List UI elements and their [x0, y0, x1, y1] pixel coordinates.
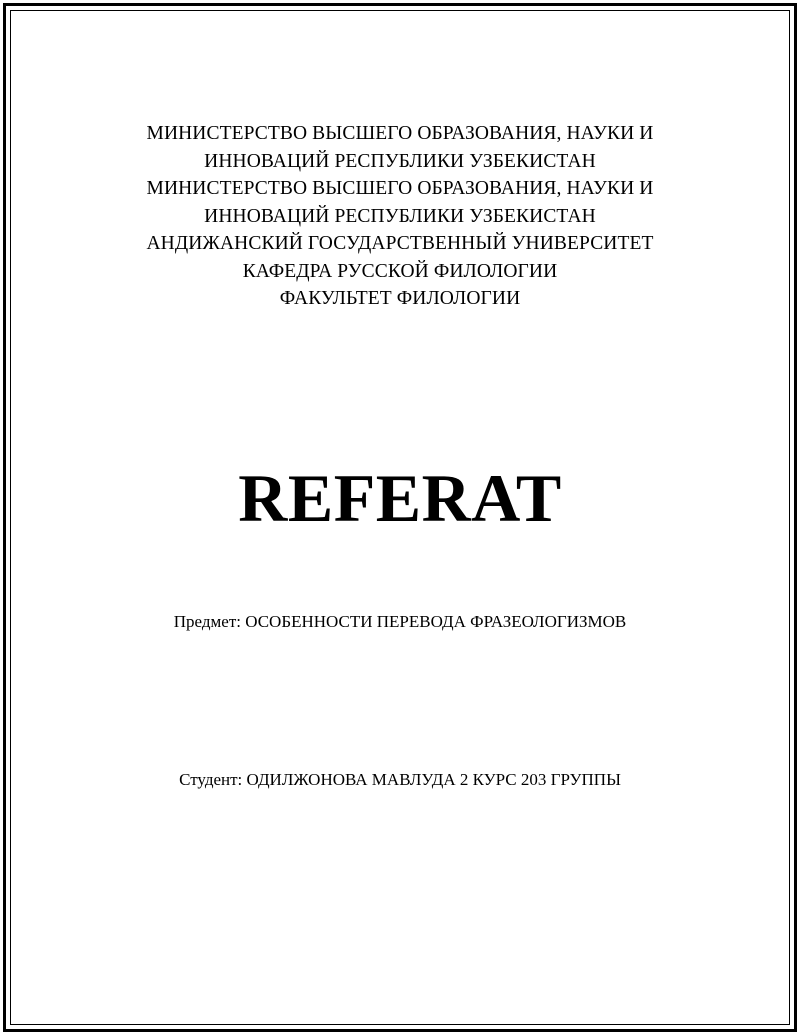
student-value: ОДИЛЖОНОВА МАВЛУДА 2 КУРС 203 ГРУППЫ	[246, 770, 621, 789]
subject-line	[0, 610, 800, 634]
header-line-faculty: ФАКУЛЬТЕТ ФИЛОЛОГИИ	[279, 288, 521, 309]
institution-header	[0, 120, 800, 313]
student-line	[0, 768, 800, 792]
header-line-ministry-2: МИНИСТЕРСТВО ВЫСШЕГО ОБРАЗОВАНИЯ, НАУКИ И	[146, 178, 654, 199]
document-title: REFERAT	[238, 460, 562, 536]
header-line-university: АНДИЖАНСКИЙ ГОСУДАРСТВЕННЫЙ УНИВЕРСИТЕТ	[146, 233, 654, 254]
header-line-ministry-1: МИНИСТЕРСТВО ВЫСШЕГО ОБРАЗОВАНИЯ, НАУКИ И	[146, 123, 654, 144]
header-line-department: КАФЕДРА РУССКОЙ ФИЛОЛОГИИ	[242, 260, 558, 282]
student-label: Студент:	[179, 770, 243, 789]
header-line-innovations-1: ИННОВАЦИЙ РЕСПУБЛИКИ УЗБЕКИСТАН	[204, 150, 596, 172]
header-line-innovations-2: ИННОВАЦИЙ РЕСПУБЛИКИ УЗБЕКИСТАН	[204, 205, 596, 227]
subject-value: ОСОБЕННОСТИ ПЕРЕВОДА ФРАЗЕОЛОГИЗМОВ	[245, 612, 627, 631]
subject-label: Предмет:	[173, 612, 241, 631]
